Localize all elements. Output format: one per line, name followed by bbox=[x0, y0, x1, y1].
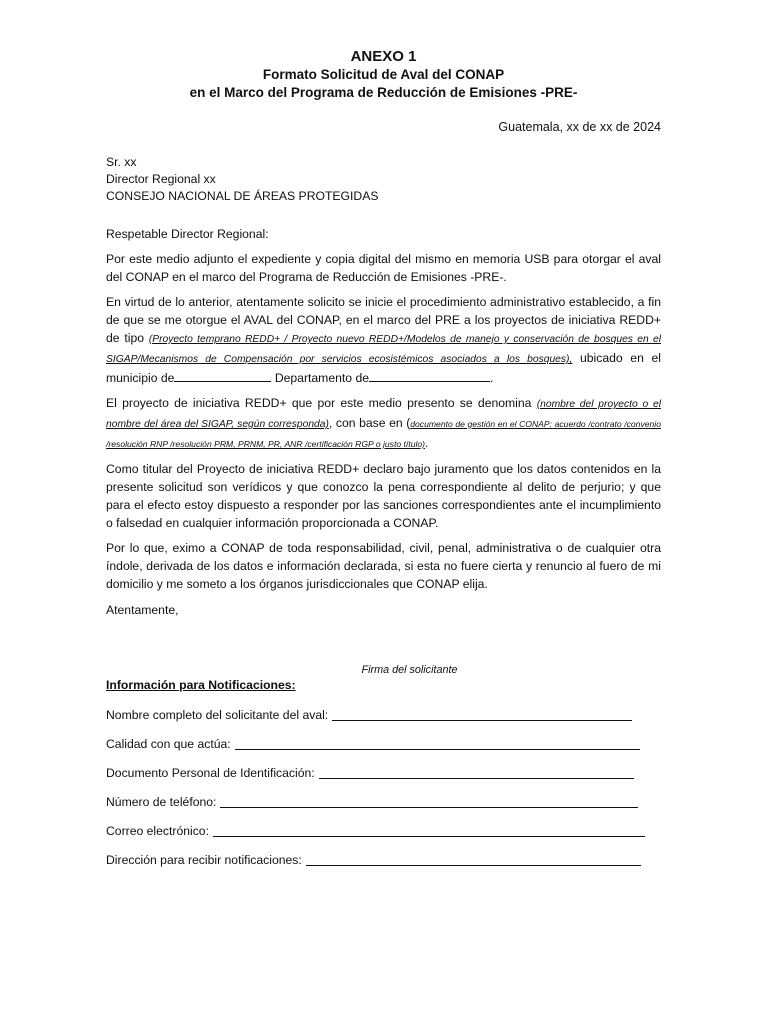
form-title: Formato Solicitud de Aval del CONAP bbox=[262, 67, 505, 82]
field-line[interactable] bbox=[235, 749, 640, 750]
addressee-block bbox=[106, 154, 661, 205]
field-notification-address[interactable] bbox=[106, 852, 661, 868]
paragraph-attachment: Por este medio adjunto el expediente y copia digital del mismo en memoria USB para otorgar el aval del CONAP en el marco del Programa de Reducción de Emisiones -PRE-. bbox=[106, 252, 661, 284]
field-label: Dirección para recibir notificaciones: bbox=[106, 853, 302, 867]
addressee-name: Sr. xx bbox=[106, 155, 137, 169]
field-email[interactable] bbox=[106, 823, 661, 839]
field-line[interactable] bbox=[332, 720, 632, 721]
field-line[interactable] bbox=[213, 836, 645, 837]
basis-text: , con base en ( bbox=[328, 416, 411, 430]
paragraph-sworn-statement: Como titular del Proyecto de iniciativa REDD+ declaro bajo juramento que los datos contenidos en la presente solicitud son verídicos y que conozco la pena correspondiente al delito de perjurio; y que para el efecto estoy dispuesto a responder por las sanciones correspondientes ante el incumplimiento o falsedad en cualquier información proporcionada a CONAP. bbox=[106, 462, 661, 530]
field-line[interactable] bbox=[220, 807, 638, 808]
field-applicant-name[interactable] bbox=[106, 707, 661, 723]
field-line[interactable] bbox=[319, 778, 634, 779]
field-line[interactable] bbox=[306, 865, 641, 866]
greeting: Respetable Director Regional: bbox=[106, 227, 269, 241]
field-label: Documento Personal de Identificación: bbox=[106, 766, 315, 780]
field-label: Correo electrónico: bbox=[106, 824, 209, 838]
period: . bbox=[490, 371, 494, 385]
project-type-note: (Proyecto temprano REDD+ / Proyecto nuevo REDD+/Modelos de manejo y conservación de bosques en el SIGAP/Mecanismos de Compensación por servicios ecosistémicos asociados a los bosques), bbox=[106, 334, 661, 365]
field-id-document[interactable] bbox=[106, 765, 661, 781]
paragraph-request bbox=[106, 293, 661, 387]
period: . bbox=[425, 436, 429, 450]
field-label: Calidad con que actúa: bbox=[106, 737, 231, 751]
document-page bbox=[106, 48, 661, 868]
closing: Atentamente, bbox=[106, 603, 179, 617]
municipality-label: ubicado en el municipio de bbox=[106, 351, 661, 385]
field-capacity[interactable] bbox=[106, 736, 661, 752]
addressee-position: Director Regional xx bbox=[106, 172, 216, 186]
field-label: Nombre completo del solicitante del aval: bbox=[106, 708, 329, 722]
department-blank bbox=[369, 369, 490, 382]
signature-label: Firma del solicitante bbox=[361, 664, 458, 676]
project-name-note: (nombre del proyecto o el nombre del área del SIGAP, según corresponda) bbox=[106, 399, 661, 430]
management-document-note: documento de gestión en el CONAP: acuerdo /contrato /convenio /resolución RNP /resolución PRM, PRNM, PR, ANR /certificación RGP o justo título) bbox=[106, 419, 661, 449]
annex-title: ANEXO 1 bbox=[350, 48, 417, 65]
paragraph-release: Por lo que, eximo a CONAP de toda responsabilidad, civil, penal, administrativa o de cualquier otra índole, derivada de los datos e información declarada, si esta no fuere cierta y renuncio al fuero de mi domicilio y me someto a los órganos jurisdiccionales que CONAP elija. bbox=[106, 541, 661, 591]
date-line: Guatemala, xx de xx de 2024 bbox=[498, 120, 661, 134]
addressee-institution: CONSEJO NACIONAL DE ÁREAS PROTEGIDAS bbox=[106, 189, 379, 203]
department-label: Departamento de bbox=[271, 371, 369, 385]
field-phone[interactable] bbox=[106, 794, 661, 810]
notifications-heading: Información para Notificaciones: bbox=[106, 678, 296, 692]
project-name-text: El proyecto de iniciativa REDD+ que por este medio presento se denomina bbox=[106, 396, 537, 410]
form-subtitle: en el Marco del Programa de Reducción de Emisiones -PRE- bbox=[189, 85, 578, 100]
request-text: En virtud de lo anterior, atentamente solicito se inicie el procedimiento administrativo establecido, a fin de que se me otorgue el AVAL del CONAP, en el marco del PRE a los proyectos de iniciativa REDD+ de tipo bbox=[106, 295, 661, 345]
paragraph-project-name bbox=[106, 394, 661, 453]
field-label: Número de teléfono: bbox=[106, 795, 217, 809]
municipality-blank bbox=[174, 369, 271, 382]
